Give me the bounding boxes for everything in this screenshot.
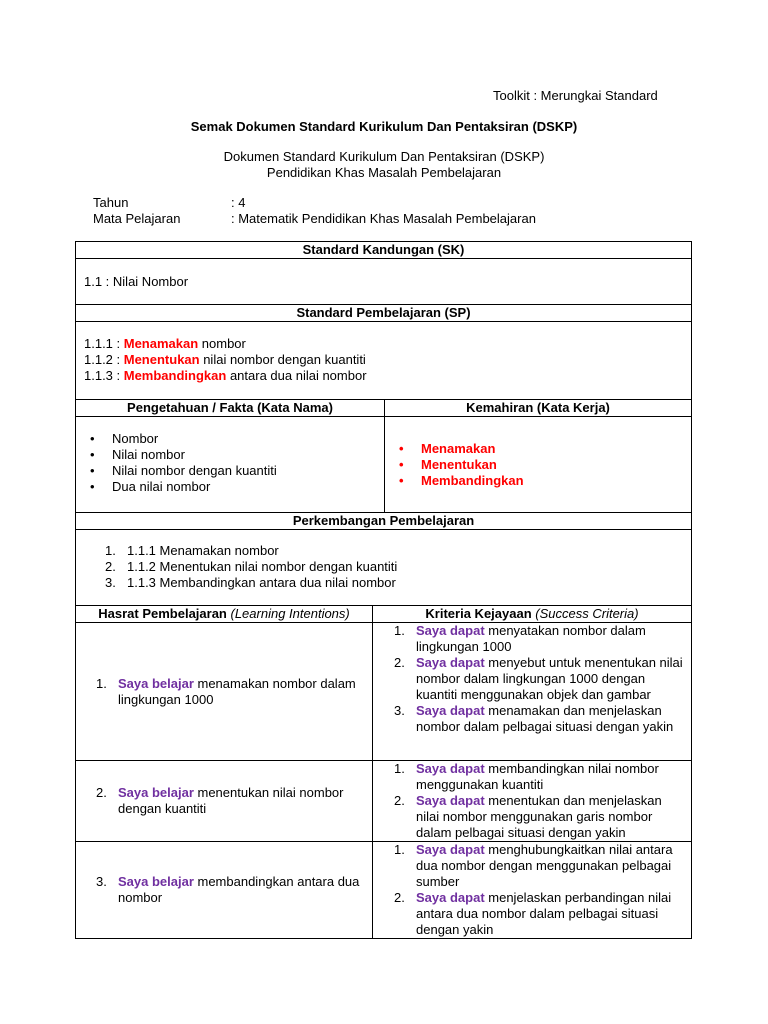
sp-item: 1.1.1 : Menamakan nombor [84, 336, 246, 351]
development-header: Perkembangan Pembelajaran [76, 513, 692, 530]
dskp-table [75, 241, 692, 939]
list-item: 1. Saya dapat menghubungkaitkan nilai antara dua nombor dengan menggunakan pelbagai sumber [394, 842, 673, 889]
criteria-header: Kriteria Kejayaan (Success Criteria) [373, 606, 692, 623]
document-subtitle: Dokumen Standard Kurikulum Dan Pentaksiran (DSKP) [223, 149, 545, 164]
sp-content [76, 322, 692, 400]
skills-header: Kemahiran (Kata Kerja) [385, 400, 692, 417]
sp-item: 1.1.3 : Membandingkan antara dua nilai nombor [84, 368, 367, 383]
knowledge-list [84, 431, 376, 495]
intentions-header: Hasrat Pembelajaran (Learning Intentions) [76, 606, 373, 623]
intention-item: 2. Saya belajar menentukan nilai nombor dengan kuantiti [96, 785, 344, 816]
criteria-list [381, 761, 683, 841]
list-item: • Menamakan [421, 441, 683, 457]
intention-item: 1. Saya belajar menamakan nombor dalam lingkungan 1000 [96, 675, 356, 707]
development-list [84, 543, 683, 591]
toolkit-label: Toolkit : Merungkai Standard [493, 88, 658, 103]
sk-header: Standard Kandungan (SK) [76, 242, 692, 259]
list-item: • Membandingkan [421, 473, 683, 489]
sp-header: Standard Pembelajaran (SP) [76, 305, 692, 322]
list-item: 3. 1.1.3 Membandingkan antara dua nilai nombor [105, 575, 396, 590]
list-item: 2. Saya dapat menentukan dan menjelaskan nilai nombor menggunakan garis nombor dalam pelbagai situasi dengan yakin [394, 793, 662, 840]
list-item: • Nilai nombor dengan kuantiti [112, 463, 376, 479]
list-item: • Nombor [112, 431, 376, 447]
list-item: • Dua nilai nombor [112, 479, 376, 495]
list-item: 2. Saya dapat menyebut untuk menentukan nilai nombor dalam lingkungan 1000 dengan kuantiti menggunakan objek dan gambar [394, 655, 683, 702]
list-item: • Menentukan [421, 457, 683, 473]
intention-cell [76, 623, 373, 761]
criteria-cell [373, 842, 692, 939]
subject-value: : Matematik Pendidikan Khas Masalah Pembelajaran [231, 211, 536, 226]
list-item: 2. Saya dapat menjelaskan perbandingan nilai antara dua nombor dalam pelbagai situasi dengan yakin [394, 890, 672, 937]
subject-label: Mata Pelajaran [93, 211, 181, 226]
list-item: 1. 1.1.1 Menamakan nombor [105, 543, 279, 558]
criteria-cell [373, 761, 692, 842]
development-cell [76, 530, 692, 606]
criteria-list [381, 623, 683, 735]
skills-cell [385, 417, 692, 513]
list-item: 1. Saya dapat membandingkan nilai nombor menggunakan kuantiti [394, 761, 659, 792]
intention-cell [76, 761, 373, 842]
list-item: 1. Saya dapat menyatakan nombor dalam lingkungan 1000 [394, 623, 646, 654]
page-title: Semak Dokumen Standard Kurikulum Dan Pentaksiran (DSKP) [190, 119, 578, 134]
list-item: 3. Saya dapat menamakan dan menjelaskan nombor dalam pelbagai situasi dengan yakin [394, 703, 674, 734]
skills-list [393, 441, 683, 489]
knowledge-header: Pengetahuan / Fakta (Kata Nama) [76, 400, 385, 417]
sk-content: 1.1 : Nilai Nombor [76, 259, 692, 305]
list-item: 2. 1.1.2 Menentukan nilai nombor dengan kuantiti [105, 559, 398, 574]
intention-cell [76, 842, 373, 939]
sp-item: 1.1.2 : Menentukan nilai nombor dengan kuantiti [84, 352, 366, 367]
list-item: • Nilai nombor [112, 447, 376, 463]
criteria-cell [373, 623, 692, 761]
criteria-list [381, 842, 683, 938]
program-subtitle: Pendidikan Khas Masalah Pembelajaran [266, 165, 502, 180]
knowledge-cell [76, 417, 385, 513]
year-value: : 4 [231, 195, 246, 210]
intention-item: 3. Saya belajar membandingkan antara dua nombor [96, 874, 360, 905]
year-label: Tahun [93, 195, 129, 210]
